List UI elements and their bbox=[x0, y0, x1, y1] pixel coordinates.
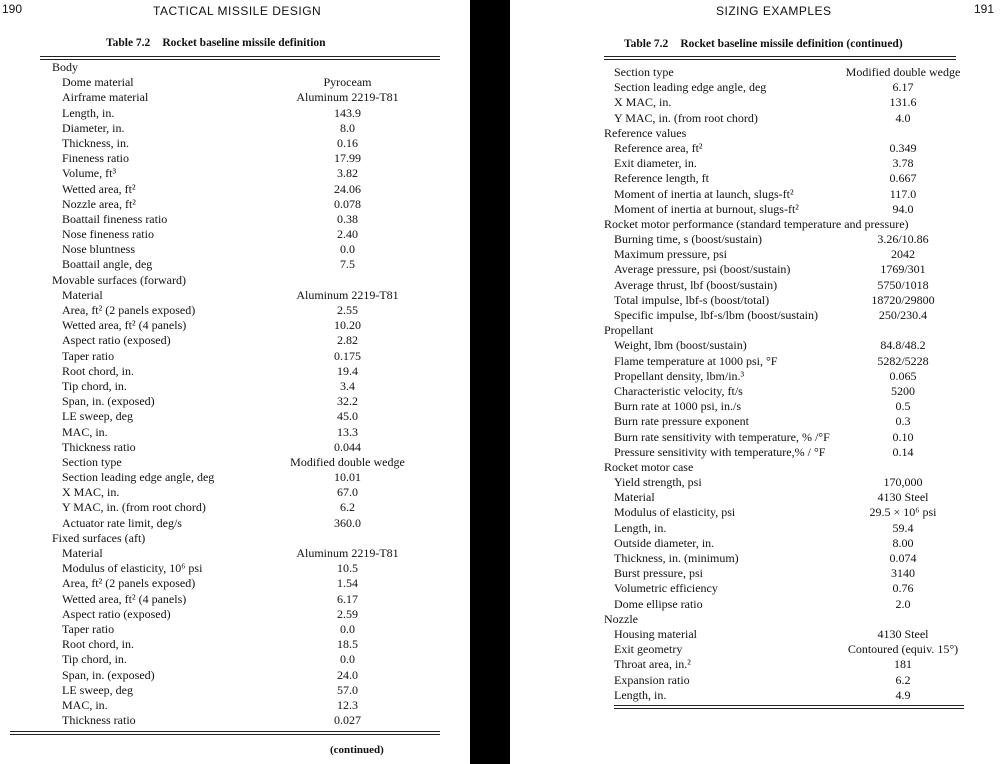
table-row bbox=[0, 227, 470, 242]
table-row bbox=[0, 683, 470, 698]
row-label: Span, in. (exposed) bbox=[62, 667, 155, 682]
row-label: Tip chord, in. bbox=[62, 378, 127, 393]
row-label: Average thrust, lbf (boost/sustain) bbox=[614, 277, 778, 292]
row-label: Outside diameter, in. bbox=[614, 535, 715, 550]
table-row bbox=[510, 354, 1000, 369]
table-row bbox=[510, 688, 1000, 703]
table-row bbox=[510, 414, 1000, 429]
row-value: 0.667 bbox=[889, 171, 917, 186]
table-row bbox=[0, 273, 470, 288]
row-value: 0.76 bbox=[892, 581, 914, 596]
row-value: 17.99 bbox=[334, 151, 361, 166]
row-label: Length, in. bbox=[614, 520, 667, 535]
table-row bbox=[510, 369, 1000, 384]
row-value: 0.078 bbox=[334, 196, 361, 211]
left-page bbox=[0, 0, 470, 764]
table-bottom-rule bbox=[10, 731, 440, 732]
table-row bbox=[0, 698, 470, 713]
table-caption bbox=[624, 38, 903, 50]
row-value: 0.349 bbox=[889, 140, 917, 155]
row-label: Material bbox=[62, 287, 103, 302]
table-row bbox=[0, 485, 470, 500]
row-value: 5282/5228 bbox=[877, 353, 929, 368]
section-heading: Movable surfaces (forward) bbox=[52, 272, 186, 287]
table-row bbox=[0, 106, 470, 121]
row-label: Thickness, in. (minimum) bbox=[614, 551, 739, 565]
row-value: Aluminum 2219-T81 bbox=[296, 287, 399, 302]
table-row bbox=[510, 95, 1000, 110]
row-label: X MAC, in. bbox=[62, 485, 120, 500]
row-value: Modified double wedge bbox=[290, 454, 405, 469]
row-label: Taper ratio bbox=[62, 348, 115, 363]
row-value: 5200 bbox=[891, 383, 915, 398]
row-value: 10.01 bbox=[334, 470, 361, 485]
table-row bbox=[0, 303, 470, 318]
table-row bbox=[510, 551, 1000, 566]
row-value: 360.0 bbox=[334, 515, 361, 530]
row-value: 57.0 bbox=[337, 682, 358, 697]
table-row bbox=[0, 318, 470, 333]
row-value: 3.26/10.86 bbox=[877, 232, 929, 247]
row-label: Moment of inertia at launch, slugs-ft² bbox=[614, 186, 794, 201]
table-row bbox=[0, 607, 470, 622]
row-label: Burn rate pressure exponent bbox=[614, 414, 749, 429]
table-row bbox=[510, 521, 1000, 536]
table-row bbox=[510, 384, 1000, 399]
row-value: 4130 Steel bbox=[877, 626, 929, 641]
table-row bbox=[0, 90, 470, 105]
row-value: 0.0 bbox=[340, 652, 355, 667]
table-row bbox=[0, 652, 470, 667]
row-value: 18.5 bbox=[337, 637, 358, 652]
running-head: SIZING EXAMPLES bbox=[716, 4, 832, 18]
table-row bbox=[510, 141, 1000, 156]
table-row bbox=[510, 597, 1000, 612]
table-row bbox=[510, 475, 1000, 490]
row-value: 6.17 bbox=[337, 591, 358, 606]
table-row bbox=[510, 536, 1000, 551]
row-label: Aspect ratio (exposed) bbox=[62, 606, 171, 621]
table-row bbox=[510, 111, 1000, 126]
table-row bbox=[0, 470, 470, 485]
row-label: Housing material bbox=[614, 626, 697, 641]
table-top-rule bbox=[604, 56, 956, 57]
row-label: LE sweep, deg bbox=[62, 409, 133, 424]
section-heading: Body bbox=[52, 60, 79, 74]
section-heading: Reference values bbox=[604, 125, 687, 140]
row-label: Airframe material bbox=[62, 90, 149, 105]
row-value: 3.82 bbox=[337, 166, 358, 181]
row-value: Contoured (equiv. 15°) bbox=[847, 642, 959, 657]
row-label: Burn rate at 1000 psi, in./s bbox=[614, 399, 741, 414]
row-label: Exit diameter, in. bbox=[614, 156, 697, 171]
table-row bbox=[0, 75, 470, 90]
row-label: Modulus of elasticity, 10⁶ psi bbox=[62, 561, 203, 576]
row-label: Average pressure, psi (boost/sustain) bbox=[614, 262, 791, 277]
row-label: Thickness ratio bbox=[62, 439, 136, 454]
row-label: Actuator rate limit, deg/s bbox=[62, 515, 182, 530]
table-row bbox=[0, 333, 470, 348]
table-row bbox=[510, 430, 1000, 445]
row-value: 84.8/48.2 bbox=[880, 338, 926, 353]
table-row bbox=[0, 151, 470, 166]
row-label: Burn rate sensitivity with temperature, % /°F bbox=[614, 429, 830, 444]
table-row bbox=[510, 126, 1000, 141]
row-label: Thickness, in. bbox=[62, 135, 129, 150]
continued-note: (continued) bbox=[330, 744, 384, 756]
row-value: 8.0 bbox=[340, 120, 355, 135]
section-heading: Rocket motor performance (standard temperature and pressure) bbox=[604, 216, 909, 231]
row-label: Characteristic velocity, ft/s bbox=[614, 383, 743, 398]
table-row bbox=[510, 187, 1000, 202]
row-value: 6.2 bbox=[895, 672, 911, 687]
row-label: Area, ft² (2 panels exposed) bbox=[62, 576, 196, 591]
row-label: Root chord, in. bbox=[62, 363, 134, 378]
row-label: Modulus of elasticity, psi bbox=[614, 505, 736, 520]
row-label: Y MAC, in. (from root chord) bbox=[614, 110, 758, 125]
table-row bbox=[510, 293, 1000, 308]
table-row bbox=[0, 349, 470, 364]
row-value: 32.2 bbox=[337, 394, 358, 409]
table-row bbox=[510, 399, 1000, 414]
table-row bbox=[510, 156, 1000, 171]
table-row bbox=[510, 323, 1000, 338]
row-value: 0.044 bbox=[334, 439, 361, 454]
row-value: 94.0 bbox=[892, 201, 914, 216]
row-value: 18720/29800 bbox=[871, 292, 935, 307]
row-value: 0.10 bbox=[892, 429, 914, 444]
row-label: Nose bluntness bbox=[62, 242, 135, 257]
right-page bbox=[510, 0, 1000, 764]
row-label: LE sweep, deg bbox=[62, 682, 133, 697]
row-label: Burning time, s (boost/sustain) bbox=[614, 232, 762, 247]
row-value: 0.175 bbox=[334, 348, 361, 363]
row-value: 29.5 × 10⁶ psi bbox=[869, 505, 937, 520]
row-value: 24.0 bbox=[337, 667, 358, 682]
row-value: 6.2 bbox=[340, 500, 355, 515]
table-row bbox=[0, 440, 470, 455]
row-label: Volumetric efficiency bbox=[614, 581, 718, 596]
table-row bbox=[0, 212, 470, 227]
row-value: 3140 bbox=[891, 566, 915, 581]
row-label: Section type bbox=[62, 454, 122, 469]
row-value: 4130 Steel bbox=[877, 490, 929, 505]
row-value: 8.00 bbox=[892, 535, 914, 550]
row-label: Span, in. (exposed) bbox=[62, 394, 155, 409]
row-value: Aluminum 2219-T81 bbox=[296, 90, 399, 105]
row-label: Fineness ratio bbox=[62, 151, 129, 166]
table-row bbox=[0, 136, 470, 151]
table-row bbox=[510, 262, 1000, 277]
table-row bbox=[510, 566, 1000, 581]
table-row bbox=[510, 581, 1000, 596]
row-value: 0.074 bbox=[889, 551, 917, 565]
row-label: Expansion ratio bbox=[614, 672, 690, 687]
table-row bbox=[0, 242, 470, 257]
row-label: Section type bbox=[614, 65, 674, 79]
row-label: Volume, ft³ bbox=[62, 166, 117, 181]
page-number: 190 bbox=[2, 2, 23, 16]
table-top-rule bbox=[40, 56, 440, 57]
table-row bbox=[510, 278, 1000, 293]
table-row bbox=[0, 561, 470, 576]
row-value: 4.0 bbox=[895, 110, 911, 125]
row-label: Flame temperature at 1000 psi, °F bbox=[614, 353, 778, 368]
row-label: Nozzle area, ft² bbox=[62, 196, 136, 211]
row-value: 3.78 bbox=[892, 156, 914, 171]
table-row bbox=[510, 642, 1000, 657]
row-label: Tip chord, in. bbox=[62, 652, 127, 667]
row-value: 2.55 bbox=[337, 303, 358, 317]
row-label: Root chord, in. bbox=[62, 637, 134, 652]
row-value: 0.38 bbox=[337, 211, 358, 226]
row-value: 0.3 bbox=[895, 414, 911, 429]
row-value: 6.17 bbox=[892, 80, 914, 95]
table-caption bbox=[106, 37, 326, 49]
table-row bbox=[0, 576, 470, 591]
row-value: 170,000 bbox=[883, 475, 923, 490]
row-label: Length, in. bbox=[62, 105, 115, 120]
row-label: Section leading edge angle, deg bbox=[62, 470, 215, 485]
row-label: Maximum pressure, psi bbox=[614, 247, 727, 262]
row-label: Taper ratio bbox=[62, 621, 115, 636]
row-value: 24.06 bbox=[334, 181, 361, 196]
table-row bbox=[0, 637, 470, 652]
row-label: Total impulse, lbf-s (boost/total) bbox=[614, 292, 770, 307]
table-title: Rocket baseline missile definition bbox=[162, 37, 326, 49]
table-row bbox=[0, 257, 470, 272]
table-row bbox=[0, 425, 470, 440]
row-value: 1.54 bbox=[337, 576, 358, 591]
table-bottom-rule bbox=[614, 705, 964, 706]
row-label: Wetted area, ft² (4 panels) bbox=[62, 318, 187, 333]
row-value: 181 bbox=[894, 657, 912, 672]
row-value: 2.82 bbox=[337, 333, 358, 348]
row-value: 10.5 bbox=[337, 561, 358, 576]
table-row bbox=[510, 247, 1000, 262]
row-label: Specific impulse, lbf-s/lbm (boost/sustain) bbox=[614, 308, 818, 322]
section-heading: Nozzle bbox=[604, 611, 638, 626]
table-bottom-rule-2 bbox=[10, 734, 440, 735]
section-heading: Fixed surfaces (aft) bbox=[52, 530, 146, 545]
table-row bbox=[0, 592, 470, 607]
row-value: 19.4 bbox=[337, 363, 358, 378]
row-value: 2.0 bbox=[895, 596, 911, 611]
table-row bbox=[510, 171, 1000, 186]
row-label: Reference length, ft bbox=[614, 171, 709, 186]
row-value: 7.5 bbox=[340, 257, 355, 272]
table-body bbox=[0, 60, 470, 728]
row-value: 4.9 bbox=[895, 687, 911, 702]
table-row bbox=[510, 673, 1000, 688]
table-row bbox=[0, 197, 470, 212]
table-row bbox=[510, 308, 1000, 323]
row-value: Modified double wedge bbox=[845, 65, 961, 79]
row-value: 2.40 bbox=[337, 227, 358, 242]
table-row bbox=[0, 516, 470, 531]
row-label: Aspect ratio (exposed) bbox=[62, 333, 171, 348]
table-body bbox=[510, 65, 1000, 703]
row-label: Moment of inertia at burnout, slugs-ft² bbox=[614, 201, 799, 216]
row-value: 2042 bbox=[891, 247, 915, 262]
table-title: Rocket baseline missile definition (continued) bbox=[680, 38, 903, 50]
row-value: 5750/1018 bbox=[877, 277, 929, 292]
row-label: Yield strength, psi bbox=[614, 475, 702, 490]
row-label: Material bbox=[614, 490, 655, 505]
table-row bbox=[0, 455, 470, 470]
row-value: 0.16 bbox=[337, 135, 358, 150]
table-row bbox=[0, 288, 470, 303]
row-label: Wetted area, ft² (4 panels) bbox=[62, 591, 187, 606]
row-label: Dome ellipse ratio bbox=[614, 596, 703, 611]
table-row bbox=[0, 622, 470, 637]
row-label: Dome material bbox=[62, 75, 134, 90]
row-label: Diameter, in. bbox=[62, 120, 125, 135]
table-row bbox=[510, 202, 1000, 217]
row-label: Propellant density, lbm/in.³ bbox=[614, 368, 745, 383]
row-label: Y MAC, in. (from root chord) bbox=[62, 500, 206, 515]
row-value: 143.9 bbox=[334, 105, 361, 120]
row-value: 0.14 bbox=[892, 444, 914, 459]
table-row bbox=[0, 531, 470, 546]
table-row bbox=[0, 60, 470, 75]
row-value: 250/230.4 bbox=[878, 308, 928, 322]
row-label: Boattail fineness ratio bbox=[62, 211, 168, 226]
running-head: TACTICAL MISSILE DESIGN bbox=[153, 4, 322, 18]
section-heading: Rocket motor case bbox=[604, 459, 694, 474]
row-value: 13.3 bbox=[337, 424, 358, 439]
row-label: Pressure sensitivity with temperature,% / °F bbox=[614, 444, 826, 459]
row-value: 0.027 bbox=[334, 713, 361, 728]
table-number: Table 7.2 bbox=[624, 38, 669, 50]
table-number: Table 7.2 bbox=[106, 37, 151, 49]
row-label: MAC, in. bbox=[62, 697, 108, 712]
table-row bbox=[0, 394, 470, 409]
table-row bbox=[0, 182, 470, 197]
row-label: Throat area, in.² bbox=[614, 657, 691, 672]
page-number: 191 bbox=[974, 2, 995, 16]
row-value: 3.4 bbox=[340, 378, 355, 393]
row-label: Section leading edge angle, deg bbox=[614, 80, 767, 95]
table-row bbox=[0, 121, 470, 136]
row-value: Aluminum 2219-T81 bbox=[296, 546, 399, 560]
table-row bbox=[0, 166, 470, 181]
row-label: Reference area, ft² bbox=[614, 140, 703, 155]
row-value: 2.59 bbox=[337, 606, 358, 621]
section-heading: Propellant bbox=[604, 323, 654, 338]
table-row bbox=[0, 364, 470, 379]
table-row bbox=[510, 460, 1000, 475]
row-value: Pyroceam bbox=[323, 75, 372, 90]
row-value: 12.3 bbox=[337, 697, 358, 712]
table-row bbox=[510, 657, 1000, 672]
row-value: 0.0 bbox=[340, 242, 355, 257]
table-row bbox=[0, 379, 470, 394]
table-row bbox=[0, 668, 470, 683]
table-top-rule-2 bbox=[604, 59, 956, 60]
table-row bbox=[510, 505, 1000, 520]
row-label: Area, ft² (2 panels exposed) bbox=[62, 303, 196, 317]
table-row bbox=[510, 80, 1000, 95]
table-row bbox=[0, 500, 470, 515]
table-row bbox=[510, 217, 1000, 232]
row-label: Thickness ratio bbox=[62, 713, 136, 728]
row-label: Material bbox=[62, 546, 103, 560]
table-row bbox=[510, 612, 1000, 627]
row-value: 0.065 bbox=[889, 368, 917, 383]
row-value: 45.0 bbox=[337, 409, 358, 424]
table-row bbox=[0, 546, 470, 561]
table-row bbox=[510, 490, 1000, 505]
table-row bbox=[510, 65, 1000, 80]
row-value: 10.20 bbox=[334, 318, 361, 333]
table-row bbox=[510, 445, 1000, 460]
row-value: 117.0 bbox=[889, 186, 917, 201]
row-value: 0.0 bbox=[340, 621, 355, 636]
table-row bbox=[0, 409, 470, 424]
row-label: Burst pressure, psi bbox=[614, 566, 703, 581]
row-label: Wetted area, ft² bbox=[62, 181, 136, 196]
table-row bbox=[510, 627, 1000, 642]
row-value: 59.4 bbox=[892, 520, 914, 535]
row-label: Length, in. bbox=[614, 687, 667, 702]
table-row bbox=[510, 338, 1000, 353]
row-label: Exit geometry bbox=[614, 642, 683, 657]
row-value: 0.5 bbox=[895, 399, 911, 414]
row-value: 131.6 bbox=[889, 95, 917, 110]
book-spine bbox=[470, 0, 510, 764]
row-value: 67.0 bbox=[337, 485, 358, 500]
table-bottom-rule-2 bbox=[614, 708, 964, 709]
row-label: Weight, lbm (boost/sustain) bbox=[614, 338, 747, 353]
table-row bbox=[0, 713, 470, 728]
row-label: Nose fineness ratio bbox=[62, 227, 154, 242]
row-label: MAC, in. bbox=[62, 424, 108, 439]
row-value: 1769/301 bbox=[880, 262, 926, 277]
row-label: X MAC, in. bbox=[614, 95, 672, 110]
row-label: Boattail angle, deg bbox=[62, 257, 153, 272]
table-row bbox=[510, 232, 1000, 247]
